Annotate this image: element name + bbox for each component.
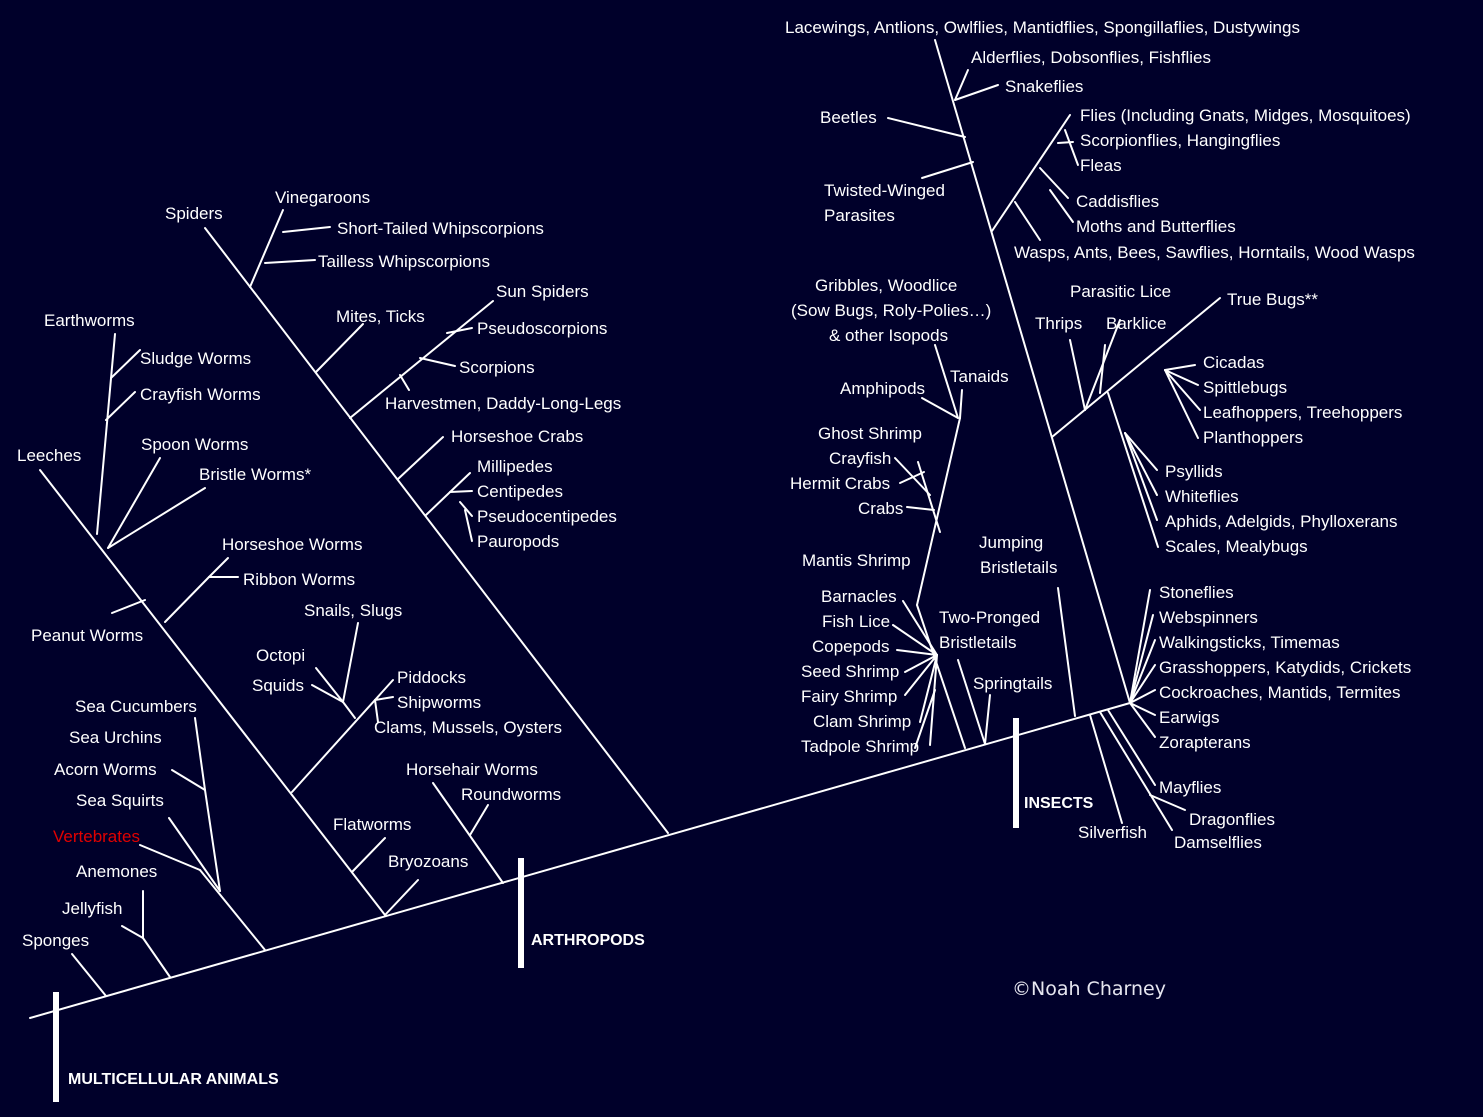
label-sea-squirts: Sea Squirts: [76, 791, 164, 810]
label-wasps: Wasps, Ants, Bees, Sawflies, Horntails, Wood Wasps: [1014, 243, 1415, 262]
label-aphids: Aphids, Adelgids, Phylloxerans: [1165, 512, 1398, 531]
group-label-insects: INSECTS: [1024, 795, 1094, 812]
label-two-pronged: Two-Pronged: [939, 608, 1041, 627]
label-jumping-bristletails: Bristletails: [980, 558, 1058, 577]
tree-labels: [17, 18, 1415, 1088]
label-leafhoppers: Leafhoppers, Treehoppers: [1203, 403, 1403, 422]
label-webspinners: Webspinners: [1159, 608, 1258, 627]
label-psyllids: Psyllids: [1165, 462, 1223, 481]
label-spiders: Spiders: [165, 204, 223, 223]
label-peanut-worms: Peanut Worms: [31, 626, 144, 645]
label-sea-cucumbers: Sea Cucumbers: [75, 697, 197, 716]
label-walkingsticks: Walkingsticks, Timemas: [1159, 633, 1340, 652]
label-twisted-winged: Twisted-Winged: [824, 181, 945, 200]
label-flatworms: Flatworms: [333, 815, 412, 834]
label-clams: Clams, Mussels, Oysters: [374, 718, 562, 737]
label-ghost-shrimp: Ghost Shrimp: [818, 424, 922, 443]
label-snakeflies: Snakeflies: [1005, 77, 1084, 96]
label-jellyfish: Jellyfish: [62, 899, 123, 918]
label-beetles: Beetles: [820, 108, 877, 127]
label-pseudoscorpions: Pseudoscorpions: [477, 319, 608, 338]
label-vinegaroons: Vinegaroons: [275, 188, 371, 207]
label-fleas: Fleas: [1080, 156, 1122, 175]
label-leeches: Leeches: [17, 446, 82, 465]
label-fish-lice: Fish Lice: [822, 612, 891, 631]
label-tailless-whipscorpions: Tailless Whipscorpions: [318, 252, 490, 271]
label-shipworms: Shipworms: [397, 693, 482, 712]
label-true-bugs: True Bugs**: [1227, 290, 1319, 309]
label-ribbon-worms: Ribbon Worms: [243, 570, 356, 589]
label-jumping: Jumping: [979, 533, 1044, 552]
label-clam-shrimp: Clam Shrimp: [813, 712, 912, 731]
label-acorn-worms: Acorn Worms: [54, 760, 157, 779]
label-crayfish: Crayfish: [829, 449, 892, 468]
label-anemones: Anemones: [76, 862, 158, 881]
label-centipedes: Centipedes: [477, 482, 564, 501]
label-scales: Scales, Mealybugs: [1165, 537, 1308, 556]
label-horseshoe-worms: Horseshoe Worms: [222, 535, 363, 554]
label-horsehair-worms: Horsehair Worms: [406, 760, 538, 779]
label-earthworms: Earthworms: [44, 311, 135, 330]
label-silverfish: Silverfish: [1078, 823, 1147, 842]
label-sea-urchins: Sea Urchins: [69, 728, 162, 747]
label-lacewings: Lacewings, Antlions, Owlflies, Mantidflies, Spongillaflies, Dustywings: [785, 18, 1300, 37]
label-barnacles: Barnacles: [821, 587, 897, 606]
label-harvestmen: Harvestmen, Daddy-Long-Legs: [385, 394, 622, 413]
label-vertebrates: Vertebrates: [53, 827, 140, 846]
label-thrips: Thrips: [1035, 314, 1083, 333]
label-bristle-worms: Bristle Worms*: [199, 465, 312, 484]
label-spoon-worms: Spoon Worms: [141, 435, 249, 454]
label-moths: Moths and Butterflies: [1076, 217, 1236, 236]
label-octopi: Octopi: [256, 646, 306, 665]
label-grasshoppers: Grasshoppers, Katydids, Crickets: [1159, 658, 1412, 677]
label-scorpions: Scorpions: [459, 358, 535, 377]
label-stoneflies: Stoneflies: [1159, 583, 1234, 602]
label-sponges: Sponges: [22, 931, 90, 950]
label-earwigs: Earwigs: [1159, 708, 1220, 727]
label-sun-spiders: Sun Spiders: [496, 282, 589, 301]
label-tadpole-shrimp: Tadpole Shrimp: [801, 737, 920, 756]
label-crayfish-worms: Crayfish Worms: [140, 385, 261, 404]
label-whiteflies: Whiteflies: [1165, 487, 1239, 506]
label-mites-ticks: Mites, Ticks: [336, 307, 425, 326]
label-flies: Flies (Including Gnats, Midges, Mosquitoes): [1080, 106, 1411, 125]
label-horseshoe-crabs: Horseshoe Crabs: [451, 427, 584, 446]
label-roundworms: Roundworms: [461, 785, 562, 804]
label-piddocks: Piddocks: [397, 668, 466, 687]
label-sludge-worms: Sludge Worms: [140, 349, 252, 368]
label-hermit-crabs: Hermit Crabs: [790, 474, 891, 493]
label-planthoppers: Planthoppers: [1203, 428, 1304, 447]
label-sow-bugs: (Sow Bugs, Roly-Polies…): [791, 301, 992, 320]
label-amphipods: Amphipods: [840, 379, 926, 398]
label-mayflies: Mayflies: [1159, 778, 1222, 797]
label-short-tailed-whipscorpions: Short-Tailed Whipscorpions: [337, 219, 544, 238]
label-springtails: Springtails: [973, 674, 1053, 693]
group-label-multicellular-animals: MULTICELLULAR ANIMALS: [68, 1071, 279, 1088]
label-squids: Squids: [252, 676, 304, 695]
label-pseudocentipedes: Pseudocentipedes: [477, 507, 617, 526]
label-barklice: Barklice: [1106, 314, 1167, 333]
label-crabs: Crabs: [858, 499, 904, 518]
label-spittlebugs: Spittlebugs: [1203, 378, 1288, 397]
label-snails-slugs: Snails, Slugs: [304, 601, 403, 620]
label-scorpionflies: Scorpionflies, Hangingflies: [1080, 131, 1281, 150]
label-bryozoans: Bryozoans: [388, 852, 469, 871]
credit-text: ©Noah Charney: [1012, 978, 1166, 1000]
label-caddisflies: Caddisflies: [1076, 192, 1160, 211]
label-dragonflies: Dragonflies: [1189, 810, 1275, 829]
label-seed-shrimp: Seed Shrimp: [801, 662, 900, 681]
label-zorapterans: Zorapterans: [1159, 733, 1251, 752]
label-tanaids: Tanaids: [950, 367, 1009, 386]
label-gribbles: Gribbles, Woodlice: [815, 276, 958, 295]
label-two-pronged-bristletails: Bristletails: [939, 633, 1017, 652]
label-parasitic-lice: Parasitic Lice: [1070, 282, 1172, 301]
label-fairy-shrimp: Fairy Shrimp: [801, 687, 898, 706]
group-label-arthropods: ARTHROPODS: [531, 932, 645, 949]
label-cicadas: Cicadas: [1203, 353, 1265, 372]
label-alderflies: Alderflies, Dobsonflies, Fishflies: [971, 48, 1211, 67]
label-millipedes: Millipedes: [477, 457, 553, 476]
label-mantis-shrimp: Mantis Shrimp: [802, 551, 911, 570]
label-cockroaches: Cockroaches, Mantids, Termites: [1159, 683, 1401, 702]
label-copepods: Copepods: [812, 637, 890, 656]
label-pauropods: Pauropods: [477, 532, 560, 551]
label-damselflies: Damselflies: [1174, 833, 1262, 852]
label-isopods: & other Isopods: [829, 326, 949, 345]
label-parasites: Parasites: [824, 206, 895, 225]
